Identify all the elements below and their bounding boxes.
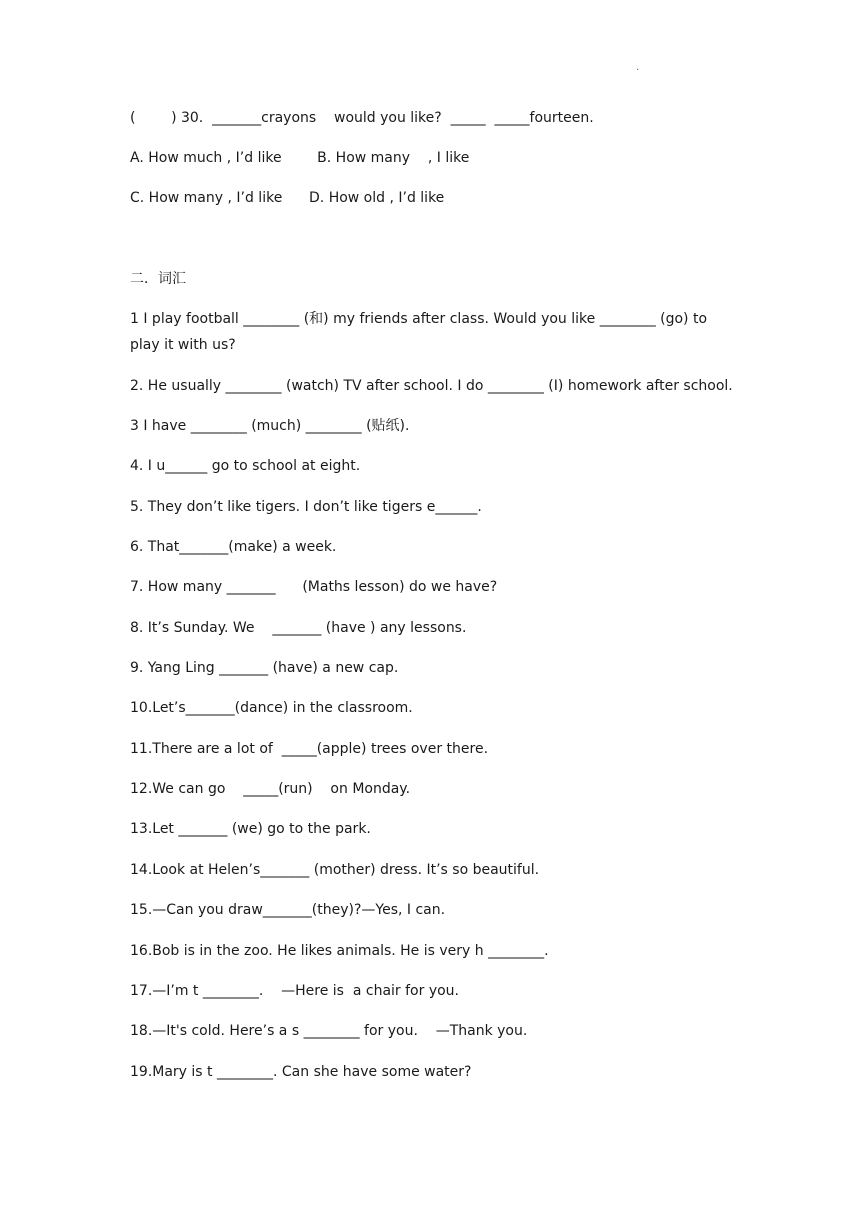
- vocab-item-1: 1 I play football ________ (和) my friends after class. Would you like ________ (go) to play it with us?: [130, 311, 712, 353]
- header-mark: .: [636, 62, 640, 73]
- vocab-item-8: 8. It’s Sunday. We _______ (have ) any lessons.: [130, 620, 467, 636]
- vocab-item-19: 19.Mary is t ________. Can she have some water?: [130, 1064, 472, 1080]
- vocab-item-6: 6. That_______(make) a week.: [130, 539, 337, 555]
- vocab-item-2: 2. He usually ________ (watch) TV after school. I do ________ (I) homework after school.: [130, 378, 733, 394]
- vocab-item-16: 16.Bob is in the zoo. He likes animals. He is very h ________.: [130, 943, 549, 959]
- section-heading-vocabulary: 二．词汇: [130, 271, 186, 287]
- vocab-item-18: 18.—It's cold. Here’s a s ________ for you. —Thank you.: [130, 1023, 528, 1039]
- question-30-options-cd: C. How many , I’d like D. How old , I’d like: [130, 190, 445, 206]
- vocab-item-13: 13.Let _______ (we) go to the park.: [130, 821, 371, 837]
- vocab-item-3: 3 I have ________ (much) ________ (贴纸).: [130, 418, 410, 434]
- vocab-item-9: 9. Yang Ling _______ (have) a new cap.: [130, 660, 399, 676]
- vocab-item-7: 7. How many _______ (Maths lesson) do we have?: [130, 579, 498, 595]
- vocab-item-15: 15.—Can you draw_______(they)?—Yes, I can.: [130, 902, 446, 918]
- question-30-stem: ( ) 30. _______crayons would you like? _____ _____fourteen.: [130, 110, 594, 126]
- vocab-item-5: 5. They don’t like tigers. I don’t like tigers e______.: [130, 499, 482, 515]
- vocab-item-14: 14.Look at Helen’s_______ (mother) dress. It’s so beautiful.: [130, 862, 540, 878]
- vocab-item-17: 17.—I’m t ________. —Here is a chair for you.: [130, 983, 460, 999]
- vocab-item-12: 12.We can go _____(run) on Monday.: [130, 781, 411, 797]
- vocab-item-11: 11.There are a lot of _____(apple) trees over there.: [130, 741, 489, 757]
- question-30-options-ab: A. How much , I’d like B. How many , I like: [130, 150, 470, 166]
- vocab-item-4: 4. I u______ go to school at eight.: [130, 458, 361, 474]
- vocab-item-10: 10.Let’s_______(dance) in the classroom.: [130, 700, 413, 716]
